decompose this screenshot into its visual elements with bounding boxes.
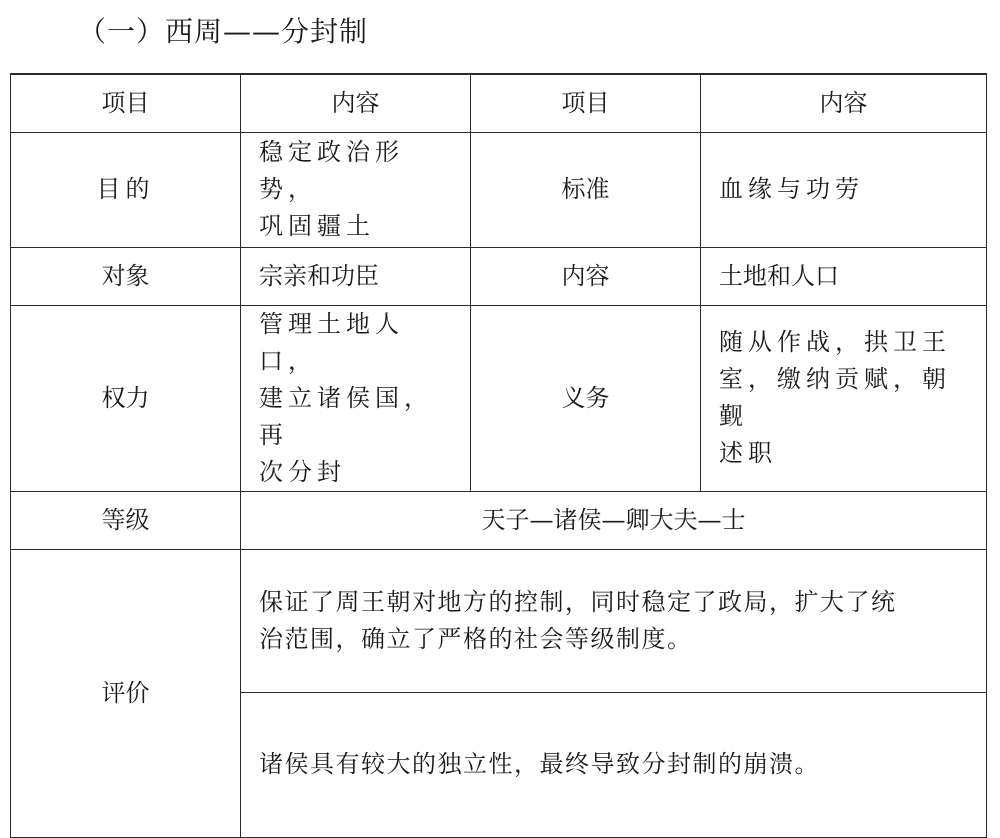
rights-label: 权力	[11, 305, 241, 491]
rank-content: 天子—诸侯—卿大夫—士	[241, 491, 987, 549]
standard-content: 血缘与功劳	[701, 132, 987, 247]
purpose-label: 目的	[11, 132, 241, 247]
duty-content-line2: 室，缴纳贡赋，朝觐	[719, 365, 951, 430]
table-row-evaluation-positive	[11, 549, 987, 692]
evaluation-positive-line1: 保证了周王朝对地方的控制，同时稳定了政局，扩大了统	[259, 587, 897, 616]
grant-label: 内容	[471, 247, 701, 305]
rights-content-line3: 次分封	[259, 457, 346, 486]
table-row-target	[11, 247, 987, 305]
duty-label: 义务	[471, 305, 701, 491]
rights-content-line2: 建立诸侯国，再	[259, 383, 433, 449]
target-content: 宗亲和功臣	[241, 247, 471, 305]
duty-content	[701, 305, 987, 491]
table-row-rank	[11, 491, 987, 549]
fengjian-table	[10, 73, 987, 838]
rights-content	[241, 305, 471, 491]
header-content-1: 内容	[241, 74, 471, 132]
target-label: 对象	[11, 247, 241, 305]
duty-content-line1: 随从作战，拱卫王	[719, 328, 951, 356]
rank-label: 等级	[11, 491, 241, 549]
purpose-content	[241, 132, 471, 247]
evaluation-positive	[241, 549, 987, 692]
purpose-content-line1: 稳定政治形势，	[259, 138, 404, 203]
evaluation-positive-line2: 治范围，确立了严格的社会等级制度。	[259, 624, 693, 653]
table-header-row	[11, 74, 987, 132]
evaluation-negative: 诸侯具有较大的独立性，最终导致分封制的崩溃。	[241, 692, 987, 837]
standard-label: 标准	[471, 132, 701, 247]
table-row-rights	[11, 305, 987, 491]
grant-content: 土地和人口	[701, 247, 987, 305]
header-content-2: 内容	[701, 74, 987, 132]
table-row-purpose	[11, 132, 987, 247]
header-item-1: 项目	[11, 74, 241, 132]
purpose-content-line2: 巩固疆土	[259, 212, 375, 240]
page-title: （一）西周——分封制	[78, 15, 369, 48]
evaluation-label: 评价	[11, 549, 241, 837]
rights-content-line1: 管理土地人口，	[259, 309, 404, 375]
duty-content-line3: 述职	[719, 439, 777, 467]
header-item-2: 项目	[471, 74, 701, 132]
